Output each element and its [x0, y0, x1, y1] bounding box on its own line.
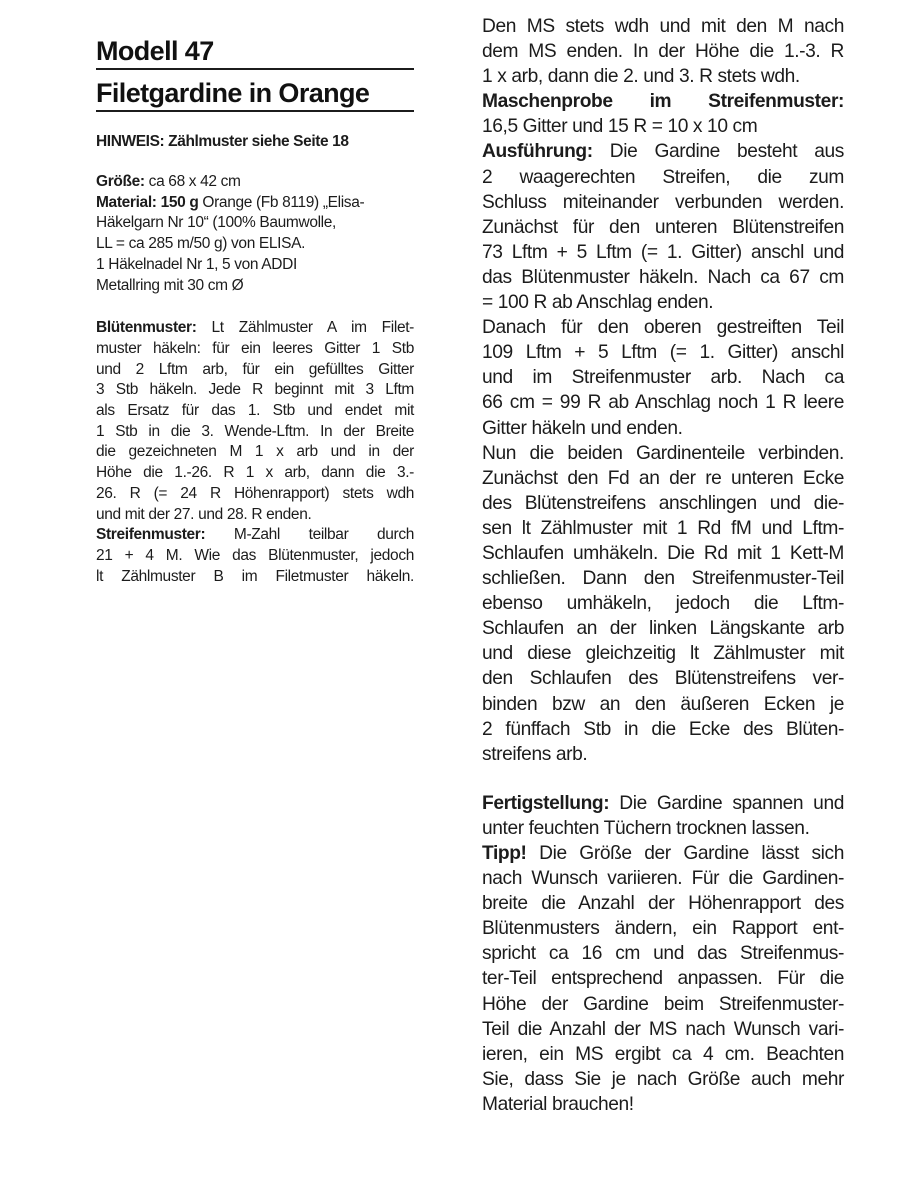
text-line: Sie, dass Sie je nach Größe auch mehr [482, 1068, 844, 1090]
text-line: = 100 R ab Anschlag enden. [482, 292, 714, 314]
bluetenmuster-label: Blütenmuster: [96, 319, 197, 337]
ausfuehrung-first-line: Ausführung: Die Gardine besteht aus [482, 141, 844, 163]
pattern-section [96, 318, 414, 587]
streifenmuster-first-line: Streifenmuster: M-Zahl teilbar durch [96, 526, 414, 544]
text-line: streifens arb. [482, 743, 588, 765]
article-title: Filetgardine in Orange [96, 78, 414, 112]
right-column [482, 14, 844, 1117]
ausfuehrung-label: Ausführung: [482, 141, 593, 163]
material-line [96, 193, 414, 214]
text-line: sen lt Zählmuster mit 1 Rd fM und Lftm- [482, 517, 844, 539]
text-line: 109 Lftm + 5 Lftm (= 1. Gitter) anschl [482, 342, 844, 364]
text-line: Den MS stets wdh und mit den M nach [482, 16, 844, 37]
fertigstellung-first-line: Fertigstellung: Die Gardine spannen und [482, 792, 844, 814]
text-line: Höhe die 1.-26. R 1 x arb, dann die 3.- [96, 464, 414, 482]
text-line: 2 waagerechten Streifen, die zum [482, 166, 844, 188]
text-line: nach Wunsch variieren. Für die Gardinen- [482, 868, 844, 890]
text-line: Danach für den oberen gestreiften Teil [482, 317, 844, 339]
streifenmuster-label: Streifenmuster: [96, 526, 206, 544]
text-line: Gitter häkeln und enden. [482, 417, 683, 439]
text-line: 66 cm = 99 R ab Anschlag noch 1 R leere [482, 392, 844, 414]
text-line: Zunächst den Fd an der re unteren Ecke [482, 467, 844, 489]
text-line: breite die Anzahl der Höhenrapport des [482, 893, 844, 915]
left-column [96, 36, 414, 587]
text-line: des Blütenstreifens anschlingen und die- [482, 492, 844, 514]
text-line: Schlaufen umhäkeln. Die Rd mit 1 Kett-M [482, 542, 844, 564]
text-line: die gezeichneten M 1 x arb und in der [96, 443, 414, 461]
material-label: Material: [96, 193, 157, 211]
text-line: 73 Lftm + 5 Lftm (= 1. Gitter) anschl und [482, 241, 844, 263]
text-line: das Blütenmuster häkeln. Nach ca 67 cm [482, 266, 844, 288]
text-line: binden bzw an den äußeren Ecken je [482, 693, 844, 715]
groesse-value: ca 68 x 42 cm [144, 173, 241, 190]
size-material-section [96, 172, 414, 296]
text-line: 21 + 4 M. Wie das Blütenmuster, jedoch [96, 546, 414, 564]
text-line: muster häkeln: für ein leeres Gitter 1 Stb [96, 339, 414, 357]
finishing-section [482, 791, 844, 1117]
text-line: schließen. Dann den Streifenmuster-Teil [482, 568, 844, 590]
material-amount: 150 g [160, 193, 199, 211]
material-line: 1 Häkelnadel Nr 1, 5 von ADDI [96, 255, 297, 273]
text-line: und 2 Lftm arb, für ein gefülltes Gitter [96, 360, 414, 378]
model-number-heading: Modell 47 [96, 36, 414, 70]
hinweis-note: HINWEIS: Zählmuster siehe Seite 18 [96, 133, 349, 150]
text-line: Blütenmusters ändern, ein Rapport ent- [482, 918, 844, 940]
text-line: Teil die Anzahl der MS nach Wunsch vari- [482, 1018, 844, 1040]
tipp-label: Tipp! [482, 843, 527, 864]
text-line: Schlaufen an der linken Längskante arb [482, 618, 844, 640]
text-line: den Schlaufen des Blütenstreifens ver- [482, 668, 844, 690]
material-text: Orange (Fb 8119) „Elisa- [198, 193, 365, 211]
text-line: und diese gleichzeitig lt Zählmuster mit [482, 643, 844, 665]
text-line: Zunächst für den unteren Blütenstreifen [482, 216, 844, 238]
text-line: Schluss miteinander verbunden werden. [482, 191, 844, 213]
text-line: unter feuchten Tüchern trocknen lassen. [482, 817, 810, 839]
text-line: Material brauchen! [482, 1093, 634, 1115]
material-line: Metallring mit 30 cm Ø [96, 276, 244, 294]
text-line: ter-Teil entsprechend anpassen. Für die [482, 968, 844, 990]
material-line: LL = ca 285 m/50 g) von ELISA. [96, 235, 306, 253]
text-line: spricht ca 16 cm und das Streifenmus- [482, 943, 844, 965]
text-line: ieren, ein MS ergibt ca 4 cm. Beachten [482, 1043, 844, 1065]
maschenprobe-value: 16,5 Gitter und 15 R = 10 x 10 cm [482, 116, 758, 138]
tipp-first-line: Tipp! Die Größe der Gardine lässt sich [482, 843, 844, 864]
text-line: und im Streifenmuster arb. Nach ca [482, 367, 844, 389]
fertigstellung-label: Fertigstellung: [482, 792, 610, 814]
text-line: ebenso umhäkeln, jedoch die Lftm- [482, 593, 844, 615]
text-line: 2 fünffach Stb in die Ecke des Blüten- [482, 718, 844, 740]
text-line: lt Zählmuster B im Filetmuster häkeln. [96, 567, 414, 585]
text-line: dem MS enden. In der Höhe die 1.-3. R [482, 41, 844, 63]
text-line: Höhe der Gardine beim Streifenmuster- [482, 993, 844, 1015]
bluetenmuster-first-line: Blütenmuster: Lt Zählmuster A im Filet- [96, 319, 414, 337]
text-line: 1 x arb, dann die 2. und 3. R stets wdh. [482, 66, 800, 88]
text-line: 26. R (= 24 R Höhenrapport) stets wdh [96, 484, 414, 502]
text-line: Nun die beiden Gardinenteile verbinden. [482, 442, 844, 464]
text-line: und mit der 27. und 28. R enden. [96, 505, 312, 523]
text-line: 3 Stb häkeln. Jede R beginnt mit 3 Lftm [96, 381, 414, 399]
material-line: Häkelgarn Nr 10“ (100% Baumwolle, [96, 214, 337, 232]
text-line: als Ersatz für das 1. Stb und endet mit [96, 402, 414, 420]
groesse-line [96, 172, 414, 193]
groesse-label: Größe: [96, 173, 145, 190]
instructions-section [482, 14, 844, 767]
text-line: 1 Stb in die 3. Wende-Lftm. In der Breite [96, 422, 414, 440]
maschenprobe-label: Maschenprobe im Streifenmuster: [482, 91, 844, 113]
